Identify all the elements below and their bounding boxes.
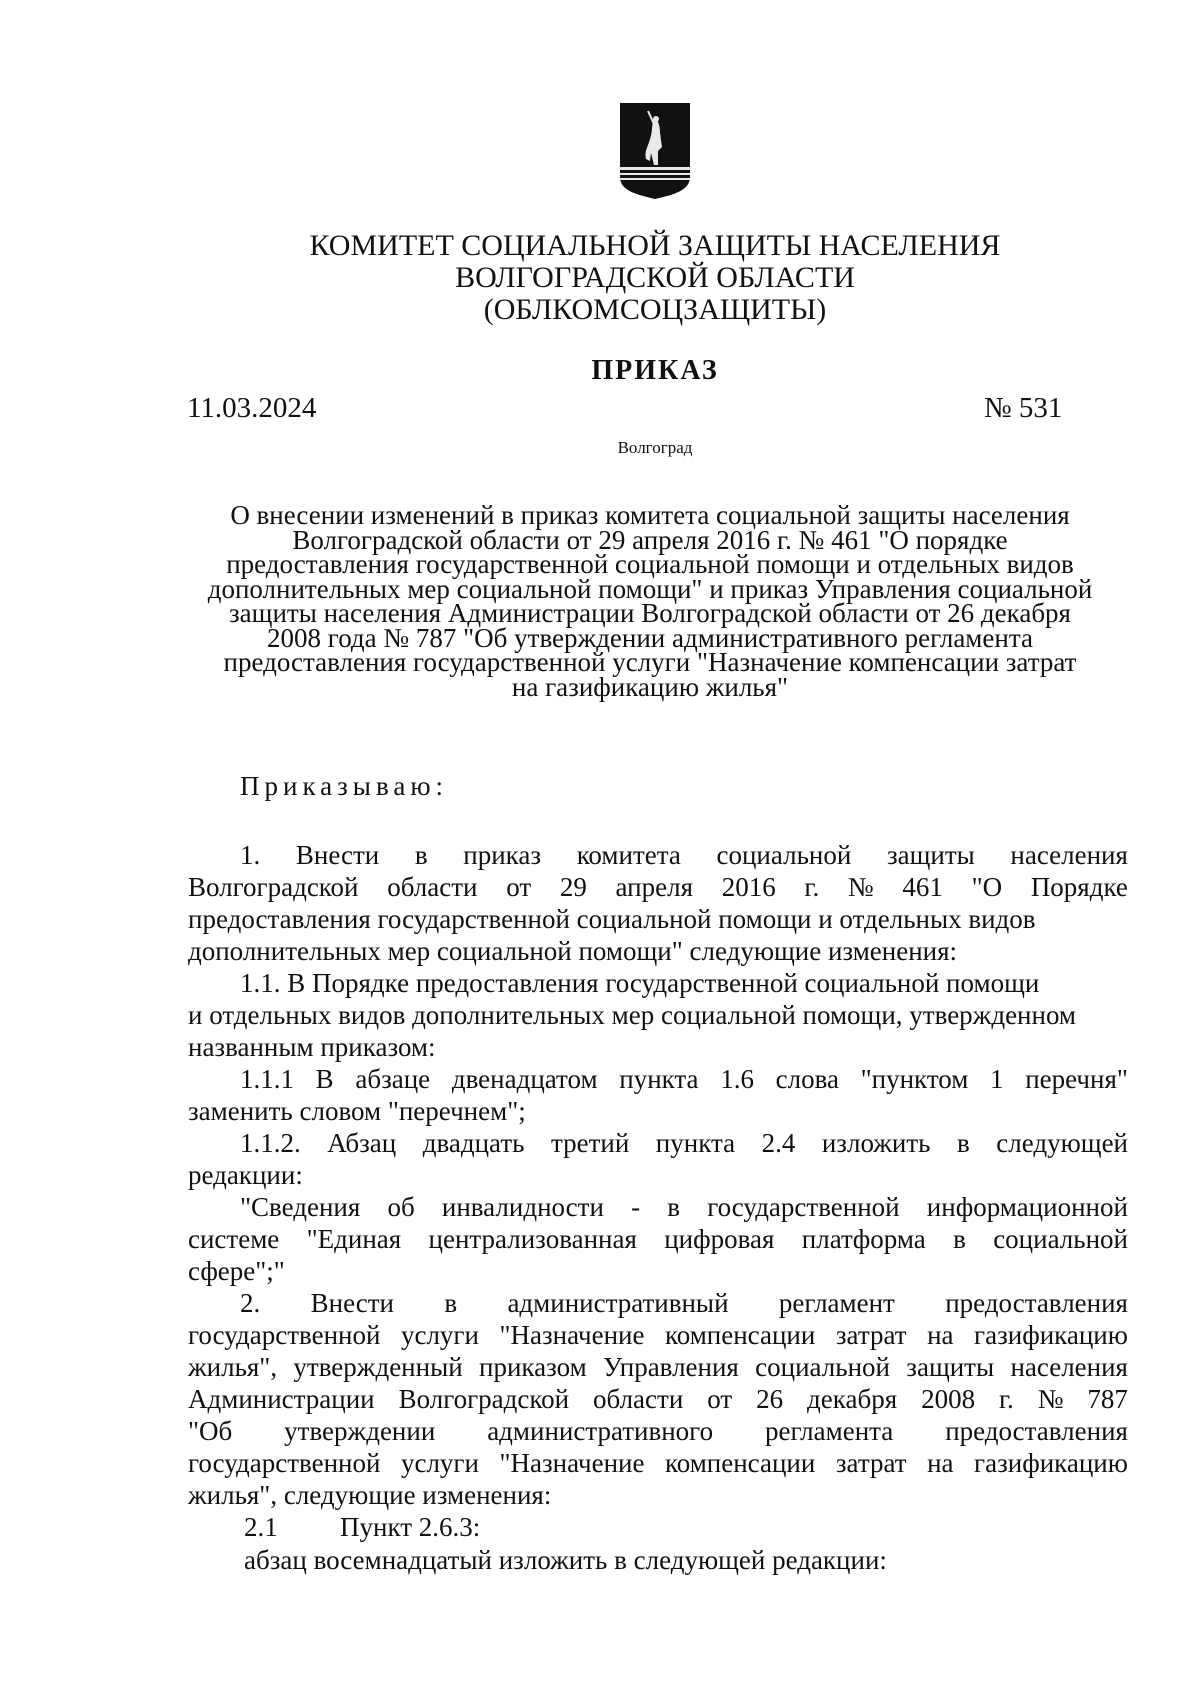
- word: -: [631, 1192, 641, 1222]
- word: в: [667, 1192, 681, 1222]
- paragraph-line: [240, 840, 1128, 871]
- word: населения: [1010, 1352, 1128, 1382]
- paragraph-line: абзац восемнадцатый изложить в следующей редакции:: [244, 1545, 887, 1575]
- org-line-3: (ОБЛКОМСОЦЗАЩИТЫ): [483, 293, 827, 326]
- org-line-1: КОМИТЕТ СОЦИАЛЬНОЙ ЗАЩИТЫ НАСЕЛЕНИЯ: [309, 229, 1001, 262]
- paragraph-line: редакции:: [188, 1160, 303, 1190]
- word: затрат: [835, 1320, 907, 1350]
- word: информационной: [926, 1192, 1128, 1222]
- word: 461: [902, 872, 943, 902]
- word: приказом: [479, 1352, 587, 1382]
- word: двенадцатом: [451, 1064, 598, 1094]
- word: инвалидности: [441, 1192, 604, 1222]
- word: области: [593, 1384, 684, 1414]
- paragraph-line: [188, 1416, 1128, 1447]
- word: на: [927, 1320, 954, 1350]
- word: регламент: [778, 1288, 895, 1318]
- paragraph-line: 1.1. В Порядке предоставления государственной социальной помощи: [240, 968, 1040, 998]
- word: в: [953, 1224, 966, 1254]
- paragraph-line: заменить словом "перечнем";: [188, 1096, 526, 1126]
- word: 1.1.1: [240, 1064, 294, 1094]
- word: защиты: [886, 840, 975, 870]
- word: 1.: [240, 840, 261, 870]
- word: 1.1.2.: [240, 1128, 301, 1158]
- word: предоставления: [945, 1288, 1128, 1318]
- word: цифровая: [664, 1224, 775, 1254]
- word: затрат: [835, 1448, 907, 1478]
- word: абзаце: [355, 1064, 431, 1094]
- word: компенсации: [664, 1320, 816, 1350]
- word: 26: [756, 1384, 784, 1414]
- word: декабря: [807, 1384, 898, 1414]
- word: №: [847, 872, 874, 902]
- title-line: предоставления государственной социальной помощи и отдельных видов: [226, 549, 1074, 579]
- word: 1.6: [720, 1064, 754, 1094]
- word: системе: [188, 1224, 280, 1254]
- word: третий: [550, 1128, 630, 1158]
- word: населения: [1010, 840, 1128, 870]
- title-line: дополнительных мер социальной помощи" и приказ Управления социальной: [207, 573, 1093, 604]
- title-line: защиты населения Администрации Волгоградской области от 26 декабря: [229, 598, 1071, 628]
- paragraph-line: [188, 1448, 1128, 1479]
- word: административный: [507, 1288, 729, 1318]
- word: утвержденный: [293, 1352, 463, 1382]
- word: в: [957, 1128, 970, 1158]
- volgograd-coat-of-arms-icon: [620, 103, 690, 199]
- paragraph-line: [188, 1384, 1128, 1415]
- word: "Назначение: [499, 1448, 645, 1478]
- document-number: № 531: [984, 392, 1063, 424]
- word: 2.: [240, 1288, 261, 1318]
- word: от: [506, 872, 532, 902]
- word: в: [414, 840, 428, 870]
- word: пункта: [619, 1064, 699, 1094]
- word: социальной: [716, 840, 852, 870]
- word: Внести: [310, 1288, 394, 1318]
- paragraph-line: Пункт 2.6.3:: [340, 1512, 481, 1542]
- word: социальной: [993, 1224, 1128, 1254]
- word: следующей: [996, 1128, 1128, 1158]
- word: на: [927, 1448, 954, 1478]
- word: "О: [971, 872, 1003, 902]
- word: жилья",: [188, 1352, 278, 1382]
- word: государственной: [188, 1448, 381, 1478]
- word: Волгоградской: [398, 1384, 570, 1414]
- word: Администрации: [188, 1384, 375, 1414]
- document-title: [180, 500, 1120, 702]
- word: Внести: [295, 840, 380, 870]
- word: в: [444, 1288, 458, 1318]
- word: В: [315, 1064, 334, 1094]
- word: услуги: [400, 1448, 479, 1478]
- paragraph-line: и отдельных видов дополнительных мер социальной помощи, утвержденном: [188, 1000, 1077, 1030]
- word: "Назначение: [499, 1320, 645, 1350]
- word: государственной: [188, 1320, 381, 1350]
- paragraph-line: [188, 1352, 1128, 1383]
- word: газификацию: [974, 1448, 1128, 1478]
- paragraph-line: жилья", следующие изменения:: [188, 1480, 552, 1510]
- word: Порядке: [1030, 872, 1128, 902]
- word: "Сведения: [240, 1192, 361, 1222]
- word: 2008: [921, 1384, 976, 1414]
- order-word: Приказываю:: [240, 771, 448, 801]
- document-type: ПРИКАЗ: [591, 355, 719, 386]
- word: государственной: [707, 1192, 900, 1222]
- word: "Об: [188, 1416, 233, 1446]
- word: перечня": [1025, 1064, 1128, 1094]
- paragraph-line: [240, 1192, 1128, 1223]
- title-line: предоставления государственной услуги "Назначение компенсации затрат: [223, 647, 1077, 677]
- word: предоставления: [945, 1416, 1128, 1446]
- word: изложить: [821, 1128, 931, 1158]
- word: апреля: [615, 872, 694, 902]
- paragraph-line: [188, 1224, 1128, 1255]
- word: платформа: [801, 1224, 926, 1254]
- word: Управления: [603, 1352, 739, 1382]
- paragraph-line: [240, 1128, 1128, 1159]
- title-line: Волгоградской области от 29 апреля 2016 г. № 461 "О порядке: [292, 524, 1008, 555]
- item-number: 2.1: [244, 1512, 278, 1542]
- word: "пунктом: [860, 1064, 969, 1094]
- word: области: [387, 872, 478, 902]
- word: компенсации: [664, 1448, 816, 1478]
- word: газификацию: [974, 1320, 1128, 1350]
- word: приказ: [463, 840, 542, 870]
- word: слова: [775, 1064, 839, 1094]
- document-city: Волгоград: [617, 438, 693, 457]
- word: г.: [804, 872, 820, 902]
- word: 787: [1087, 1384, 1128, 1414]
- word: централизованная: [428, 1224, 637, 1254]
- org-line-2: ВОЛГОГРАДСКОЙ ОБЛАСТИ: [455, 261, 855, 294]
- word: социальной: [755, 1352, 890, 1382]
- word: №: [1037, 1384, 1064, 1414]
- word: утверждении: [284, 1416, 436, 1446]
- word: г.: [999, 1384, 1014, 1414]
- paragraph-line: [240, 1288, 1128, 1319]
- word: "Единая: [306, 1224, 402, 1254]
- document-date: 11.03.2024: [187, 392, 317, 424]
- paragraph-line: [240, 1064, 1128, 1095]
- word: от: [707, 1384, 733, 1414]
- title-line: 2008 года № 787 "Об утверждении административного регламента: [267, 622, 1033, 653]
- paragraph-line: дополнительных мер социальной помощи" следующие изменения:: [188, 936, 958, 966]
- title-line: О внесении изменений в приказ комитета социальной защиты населения: [230, 500, 1070, 530]
- paragraph-line: [188, 1320, 1128, 1351]
- word: Абзац: [327, 1128, 397, 1158]
- word: услуги: [400, 1320, 479, 1350]
- paragraph-line: [188, 872, 1128, 903]
- word: 29: [559, 872, 587, 902]
- organization-name: [0, 230, 1200, 326]
- word: защиты: [906, 1352, 995, 1382]
- title-line: на газификацию жилья": [511, 671, 789, 702]
- word: об: [387, 1192, 415, 1222]
- word: комитета: [576, 840, 681, 870]
- paragraph-line: предоставления государственной социальной помощи и отдельных видов: [188, 904, 1036, 934]
- word: административного: [487, 1416, 714, 1446]
- word: регламента: [765, 1416, 894, 1446]
- word: двадцать: [422, 1128, 525, 1158]
- paragraph-line: названным приказом:: [188, 1032, 436, 1062]
- word: пункта: [655, 1128, 736, 1158]
- paragraph-line: сфере";": [188, 1256, 285, 1286]
- word: 1: [990, 1064, 1004, 1094]
- word: Волгоградской: [188, 872, 359, 902]
- word: 2.4: [761, 1128, 796, 1158]
- word: 2016: [721, 872, 776, 902]
